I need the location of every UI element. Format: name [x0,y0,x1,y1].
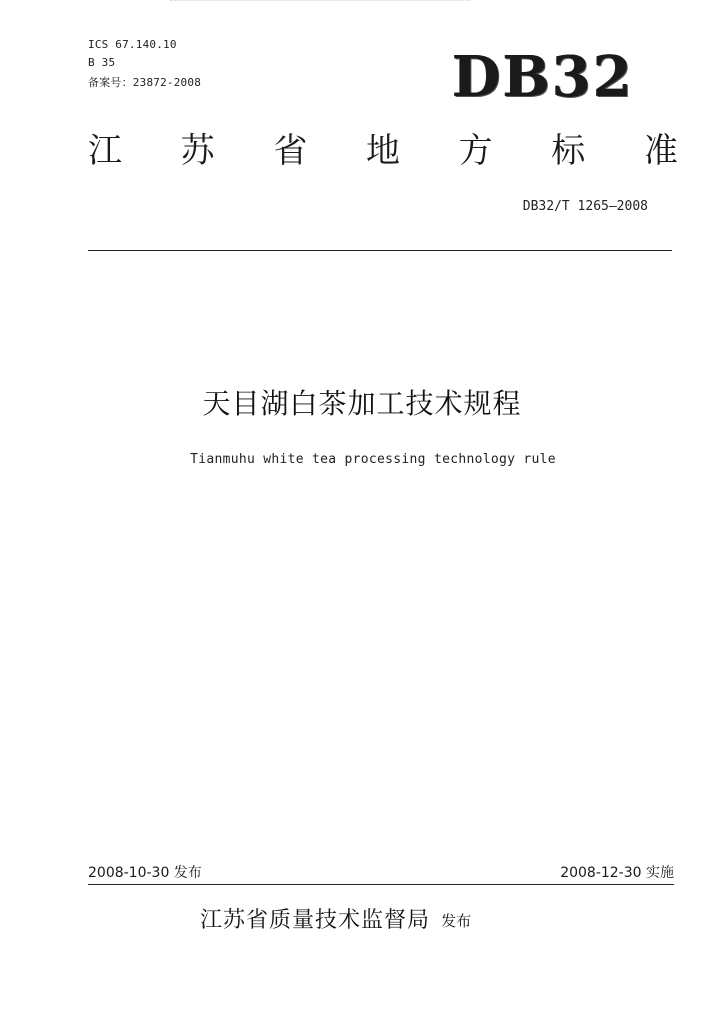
province-title-char: 方 [458,131,493,171]
ccs-code: B 35 [88,56,116,69]
document-title-english: Tianmuhu white tea processing technology rule [190,452,556,467]
header-divider [88,250,672,251]
province-title-char: 苏 [180,131,215,171]
record-number: 备案号：23872-2008 [88,76,202,89]
ics-code: ICS 67.140.10 [88,38,177,51]
db32-logo: DB32 [452,44,634,110]
document-title: 天目湖白茶加工技术规程 [202,387,522,420]
province-standard-title [88,130,678,172]
scan-artifact-line [170,0,470,6]
province-title-char: 江 [88,131,122,171]
effective-date: 2008-12-30 实施 [560,865,674,881]
issuing-authority [200,904,471,938]
issuer-name: 江苏省质量技术监督局 [200,908,431,933]
province-title-char: 地 [365,131,400,171]
issue-date: 2008-10-30 发布 [88,865,202,881]
issuer-suffix: 发布 [441,912,472,930]
province-title-char: 标 [551,131,586,171]
province-title-char: 准 [643,131,678,171]
province-title-char: 省 [273,131,308,171]
footer-divider [88,884,674,885]
standard-code: DB32/T 1265—2008 [522,199,648,214]
